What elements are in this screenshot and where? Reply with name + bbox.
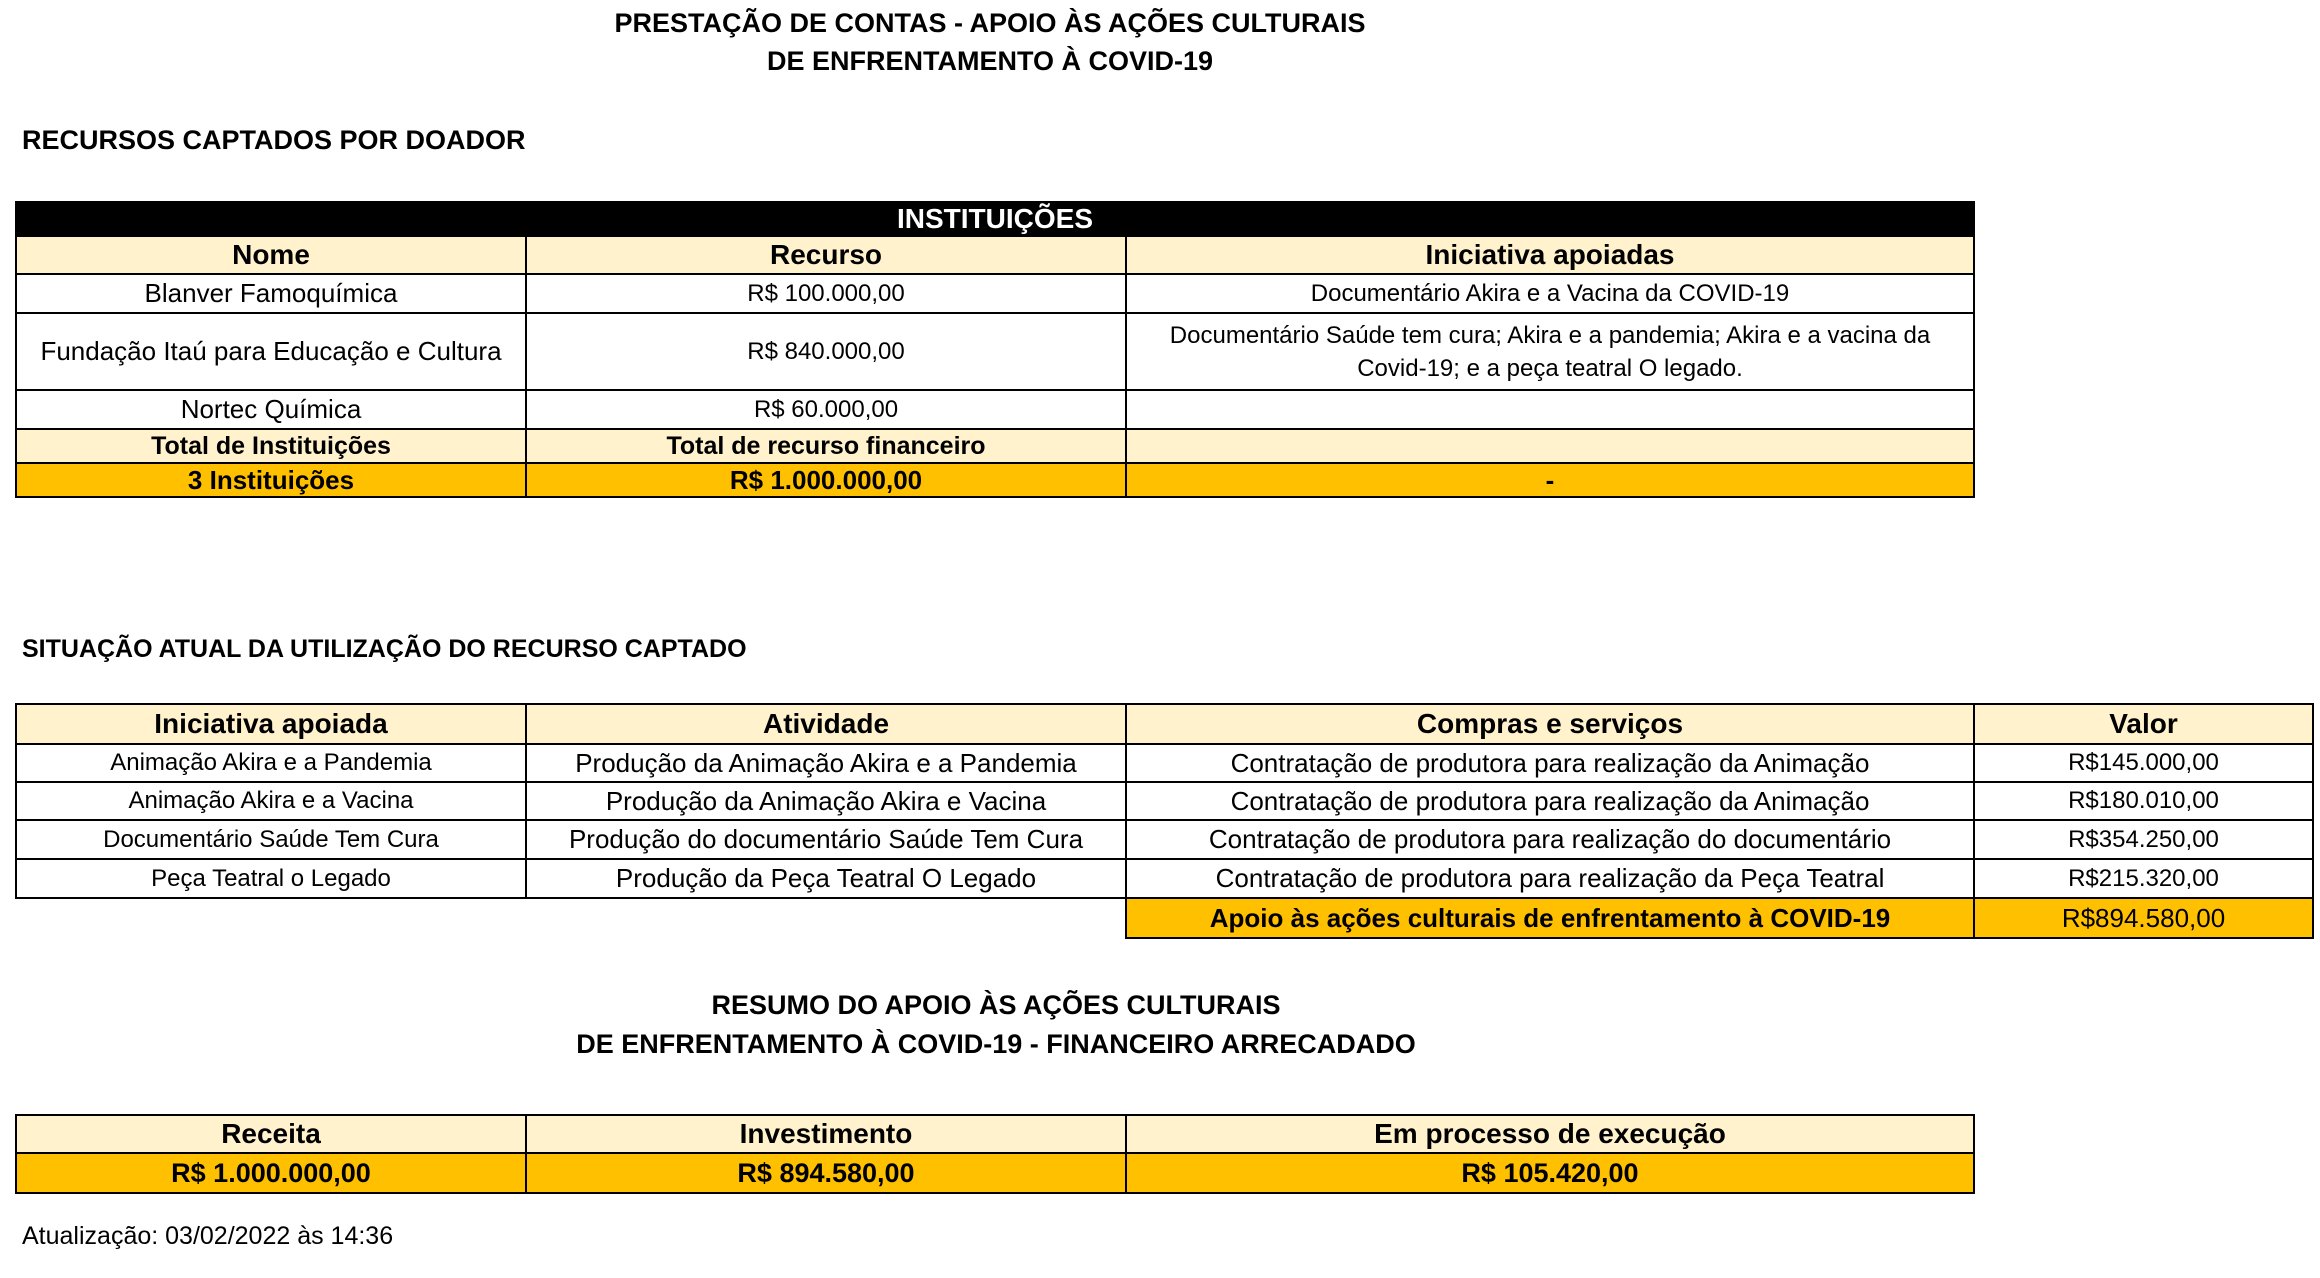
summary-title (0, 986, 1992, 1064)
summary-title-line1: RESUMO DO APOIO ÀS AÇÕES CULTURAIS (711, 990, 1281, 1020)
usage-initiative: Documentário Saúde Tem Cura (16, 820, 526, 859)
summary-em-processo: R$ 105.420,00 (1126, 1153, 1974, 1193)
total-initiative: - (1126, 463, 1974, 497)
table-row (16, 390, 1974, 429)
usage-activity: Produção da Animação Akira e Vacina (526, 782, 1126, 820)
usage-activity: Produção da Peça Teatral O Legado (526, 859, 1126, 898)
totals-header-institutions: Total de Instituições (16, 429, 526, 463)
col-header-investimento: Investimento (526, 1115, 1126, 1153)
totals-header-empty (1126, 429, 1974, 463)
page-title (0, 4, 1980, 80)
donor-amount: R$ 840.000,00 (526, 313, 1126, 390)
donors-section-title: RECURSOS CAPTADOS POR DOADOR (22, 125, 526, 155)
col-header-iniciativa: Iniciativa apoiadas (1126, 236, 1974, 274)
usage-value: R$354.250,00 (1974, 820, 2313, 859)
summary-investimento: R$ 894.580,00 (526, 1153, 1126, 1193)
usage-initiative: Animação Akira e a Vacina (16, 782, 526, 820)
col-header-valor: Valor (1974, 704, 2313, 744)
col-header-em-processo: Em processo de execução (1126, 1115, 1974, 1153)
donor-name: Nortec Química (16, 390, 526, 429)
table-row (16, 744, 2313, 782)
totals-header-financial: Total de recurso financeiro (526, 429, 1126, 463)
table-row (16, 782, 2313, 820)
col-header-compras: Compras e serviços (1126, 704, 1974, 744)
donors-table-title: INSTITUIÇÕES (16, 202, 1974, 236)
donor-initiative: Documentário Saúde tem cura; Akira e a pandemia; Akira e a vacina da Covid-19; e a peça teatral O legado. (1126, 313, 1974, 390)
table-row (16, 859, 2313, 898)
table-row (16, 274, 1974, 313)
usage-purchase: Contratação de produtora para realização do documentário (1126, 820, 1974, 859)
col-header-atividade: Atividade (526, 704, 1126, 744)
donor-amount: R$ 100.000,00 (526, 274, 1126, 313)
usage-total-spacer (526, 898, 1126, 938)
table-row (16, 820, 2313, 859)
total-institutions: 3 Instituições (16, 463, 526, 497)
usage-purchase: Contratação de produtora para realização da Peça Teatral (1126, 859, 1974, 898)
donor-name: Blanver Famoquímica (16, 274, 526, 313)
usage-total-label: Apoio às ações culturais de enfrentamento à COVID-19 (1126, 898, 1974, 938)
usage-value: R$145.000,00 (1974, 744, 2313, 782)
donor-name: Fundação Itaú para Educação e Cultura (16, 313, 526, 390)
usage-section-title: SITUAÇÃO ATUAL DA UTILIZAÇÃO DO RECURSO CAPTADO (22, 635, 747, 663)
donor-initiative: Documentário Akira e a Vacina da COVID-19 (1126, 274, 1974, 313)
page-title-line1: PRESTAÇÃO DE CONTAS - APOIO ÀS AÇÕES CULTURAIS (614, 8, 1366, 38)
col-header-nome: Nome (16, 236, 526, 274)
usage-value: R$180.010,00 (1974, 782, 2313, 820)
usage-purchase: Contratação de produtora para realização da Animação (1126, 744, 1974, 782)
summary-title-line2: DE ENFRENTAMENTO À COVID-19 - FINANCEIRO ARRECADADO (576, 1029, 1416, 1059)
usage-activity: Produção do documentário Saúde Tem Cura (526, 820, 1126, 859)
usage-purchase: Contratação de produtora para realização da Animação (1126, 782, 1974, 820)
usage-initiative: Peça Teatral o Legado (16, 859, 526, 898)
usage-table (15, 703, 2314, 939)
page-title-line2: DE ENFRENTAMENTO À COVID-19 (766, 46, 1214, 76)
summary-receita: R$ 1.000.000,00 (16, 1153, 526, 1193)
total-financial: R$ 1.000.000,00 (526, 463, 1126, 497)
usage-value: R$215.320,00 (1974, 859, 2313, 898)
col-header-recurso: Recurso (526, 236, 1126, 274)
col-header-receita: Receita (16, 1115, 526, 1153)
usage-initiative: Animação Akira e a Pandemia (16, 744, 526, 782)
donor-amount: R$ 60.000,00 (526, 390, 1126, 429)
summary-table (15, 1114, 1975, 1194)
donors-table (15, 201, 1975, 498)
col-header-iniciativa-apoiada: Iniciativa apoiada (16, 704, 526, 744)
usage-total-spacer (16, 898, 526, 938)
usage-activity: Produção da Animação Akira e a Pandemia (526, 744, 1126, 782)
table-row (16, 313, 1974, 390)
update-timestamp: Atualização: 03/02/2022 às 14:36 (22, 1222, 394, 1250)
donor-initiative (1126, 390, 1974, 429)
usage-total-value: R$894.580,00 (1974, 898, 2313, 938)
